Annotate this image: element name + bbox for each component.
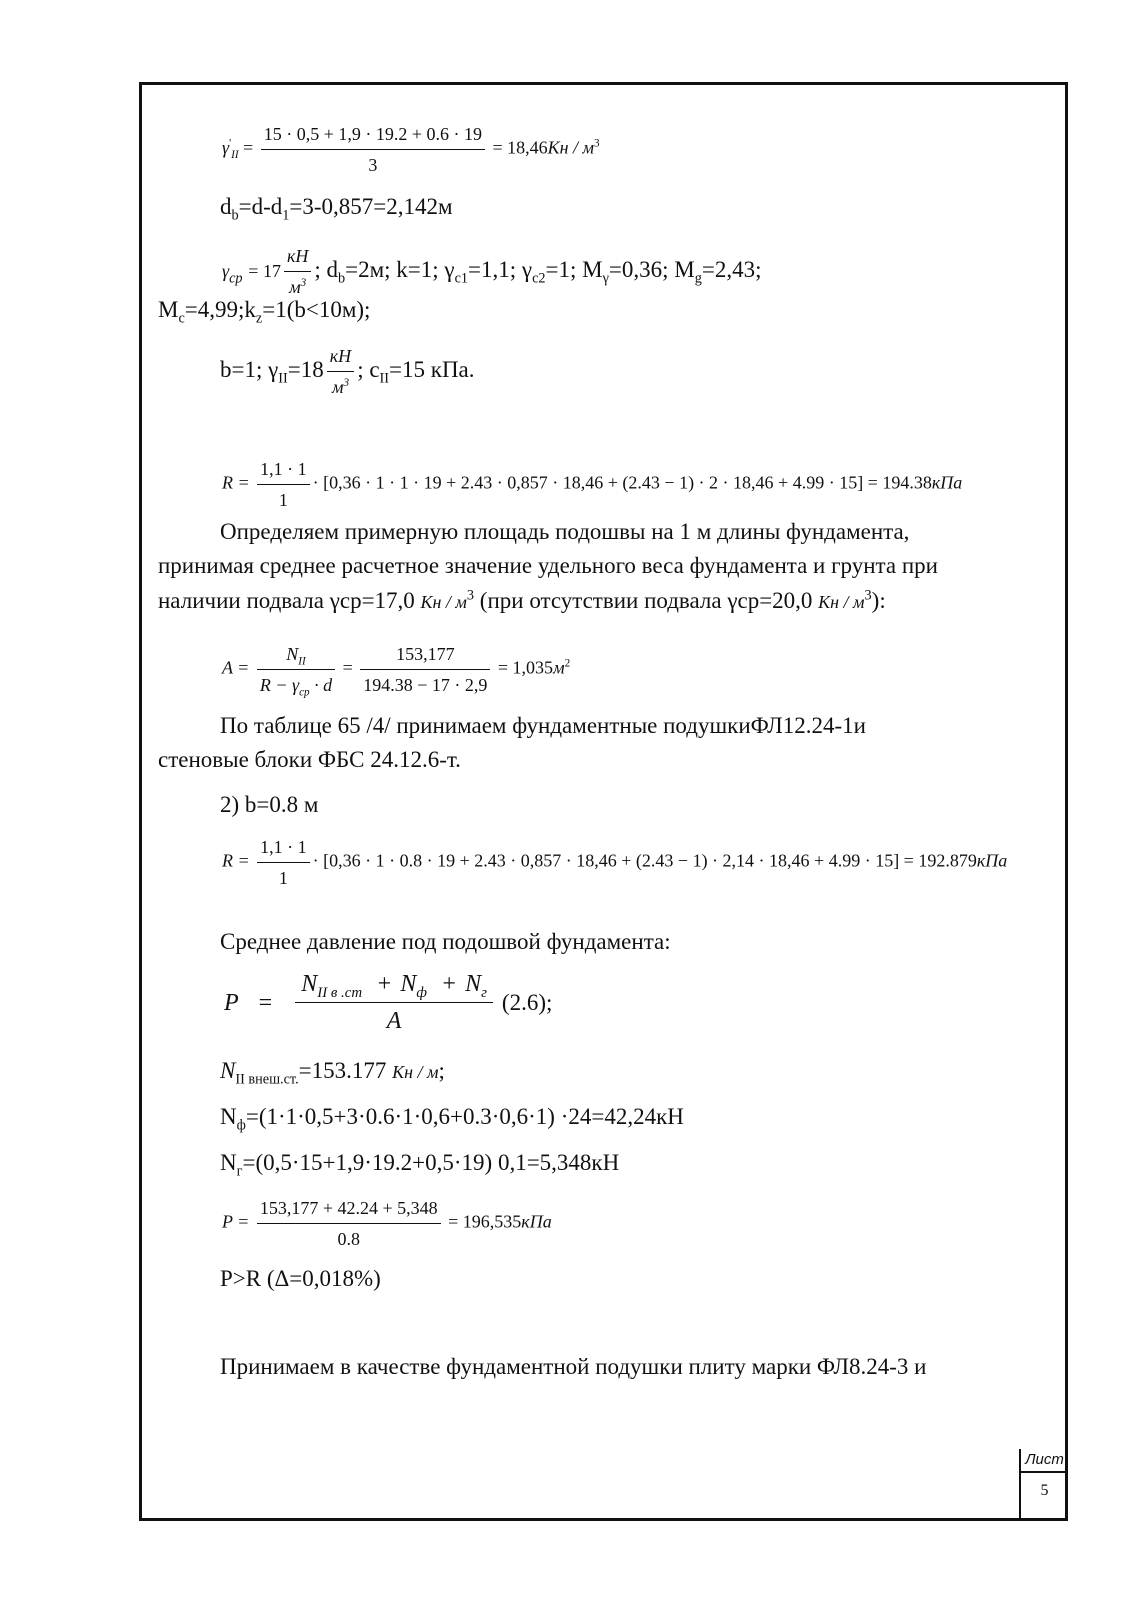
n-g-line [220, 1149, 620, 1180]
numerator: кН [327, 342, 354, 372]
text: =3-0,857=2,142м [289, 194, 453, 219]
text: =18 [287, 356, 324, 382]
n-f-line [220, 1103, 684, 1134]
denominator: 1 [278, 868, 288, 888]
symbol: N [220, 1104, 237, 1129]
lhs: P = [222, 1211, 250, 1232]
fraction [295, 970, 493, 1035]
subscript: c [178, 310, 185, 327]
paragraph-line: Определяем примерную площадь подошвы на 1 м длины фундамента, [220, 519, 910, 544]
paragraph-line: По таблице 65 /4/ принимаем фундаментные подушкиФЛ12.24-1и [220, 713, 866, 738]
symbol-gamma: γ [222, 260, 230, 281]
subscript: c2 [532, 270, 546, 287]
text: =2м; k=1; γ [345, 256, 455, 282]
numerator: 1,1 · 1 [257, 455, 310, 485]
power: 2 [564, 657, 571, 670]
db-line [220, 193, 453, 224]
numerator: N [286, 644, 299, 664]
paragraph-line: Среднее давление под подошвой фундамента: [220, 929, 671, 954]
paragraph-line: стеновые блоки ФБС 24.12.6-т. [158, 747, 461, 772]
text: b=1; γ [220, 356, 279, 382]
subscript: II [298, 655, 306, 668]
lhs: R = [222, 472, 250, 493]
result: = 1,035 [497, 657, 554, 678]
subscript: ф [236, 1117, 246, 1134]
text: =2,43; [701, 256, 762, 282]
symbol-gamma: γ [222, 137, 230, 158]
denominator: 194.38 − 17 · 2,9 [363, 675, 488, 695]
text: наличии подвала γср=17,0 [158, 588, 415, 613]
unit: Кн / м [547, 137, 595, 158]
equals: = [243, 137, 254, 158]
fraction [284, 242, 311, 301]
paragraph-line: принимая среднее расчетное значение удельного веса фундамента и грунта при [158, 553, 938, 578]
gamma-cp-line [222, 242, 761, 301]
unit: м [553, 657, 565, 678]
unit: кПа [931, 472, 963, 493]
subscript: II [231, 149, 239, 162]
denominator: 1 [278, 490, 288, 510]
subscript: b [338, 270, 346, 287]
fraction [257, 455, 310, 514]
unit: кПа [976, 850, 1008, 871]
denominator: м [289, 277, 301, 297]
prime: ' [229, 137, 232, 150]
text: =15 кПа. [389, 356, 475, 382]
denominator: A [386, 1008, 402, 1034]
subscript: г [481, 984, 487, 1001]
b-line [220, 342, 475, 401]
case-label: 2) b=0.8 м [220, 792, 319, 817]
text: ; [438, 1058, 445, 1083]
fraction [261, 120, 485, 179]
text: ): [871, 588, 886, 613]
p-r-comparison: P>R (Δ=0,018%) [220, 1266, 381, 1291]
unit: кПа [521, 1211, 552, 1232]
subscript: ф [416, 984, 427, 1001]
subscript: ср [299, 686, 310, 699]
power: 3 [300, 277, 307, 289]
formula-p [224, 970, 552, 1035]
denominator: R − γ [259, 675, 300, 695]
symbol: N [220, 1058, 236, 1083]
power: 3 [864, 587, 872, 604]
unit: Кн / м [420, 592, 467, 612]
text: =0,36; M [608, 256, 695, 282]
subscript: 1 [282, 207, 290, 224]
lhs: A = [222, 657, 250, 678]
value: =(1·1·0,5+3·0.6·1·0,6+0.3·0,6·1) ·24=42,24кН [245, 1104, 684, 1129]
lhs: R = [222, 850, 250, 871]
paragraph-line: Принимаем в качестве фундаментной подушки плиту марки ФЛ8.24-3 и [220, 1354, 927, 1379]
expression: · [0,36 · 1 · 1 · 19 + 2.43 · 0,857 · 18,46 + (2.43 − 1) · 2 · 18,46 + 4.99 · 15] = 194.38 [312, 472, 932, 493]
result: = 196,535 [448, 1211, 522, 1232]
sheet-label: Лист [1021, 1449, 1068, 1473]
text: M [158, 297, 179, 322]
numerator: кН [284, 242, 311, 272]
subscript: g [694, 270, 702, 287]
numerator: 15 · 0,5 + 1,9 · 19.2 + 0.6 · 19 [261, 120, 485, 150]
formula-a [222, 640, 570, 699]
numerator: 153,177 + 42.24 + 5,348 [257, 1194, 441, 1224]
subscript: ср [229, 270, 243, 287]
formula-r2 [222, 833, 1007, 892]
subscript: II внеш.ст. [235, 1071, 299, 1088]
n-ext-line [220, 1057, 445, 1086]
fraction [327, 342, 354, 401]
lhs: P [224, 989, 239, 1016]
denominator: 0.8 [337, 1229, 360, 1249]
text: =1; M [545, 256, 603, 282]
term: N [301, 971, 318, 997]
term: N [465, 971, 482, 997]
symbol: N [220, 1150, 237, 1175]
subscript: c1 [454, 270, 469, 287]
fraction [257, 640, 335, 699]
denominator: 3 [368, 155, 378, 175]
subscript: γ [602, 270, 609, 287]
formula-p-calc [222, 1194, 552, 1253]
power: 3 [466, 587, 475, 604]
subscript: II [278, 370, 288, 387]
equals: = [342, 657, 353, 678]
denominator-end: · d [314, 675, 333, 695]
power: 3 [343, 377, 350, 389]
formula-gamma-ii [222, 120, 600, 179]
plus: + [440, 971, 458, 997]
unit: Кн / м [392, 1062, 439, 1082]
mc-line [158, 296, 371, 327]
subscript: z [255, 310, 263, 327]
text: =d-d [238, 194, 283, 219]
equals: = [258, 989, 273, 1016]
equals: = 17 [248, 260, 281, 281]
text: ; c [357, 356, 380, 382]
result: = 18,46 [492, 137, 548, 158]
subscript: II [379, 370, 390, 387]
plus: + [376, 971, 393, 997]
fraction [257, 1194, 441, 1253]
sheet-number: 5 [1040, 1482, 1049, 1499]
unit: Кн / м [818, 592, 865, 612]
fraction [257, 833, 310, 892]
text: ; d [314, 256, 339, 282]
unit-power: 3 [594, 137, 600, 150]
text: (при отсутствии подвала γср=20,0 [479, 588, 813, 613]
subscript: г [236, 1163, 243, 1180]
paragraph-line [158, 587, 886, 616]
numerator: 1,1 · 1 [257, 833, 310, 863]
numerator: 153,177 [360, 640, 490, 670]
text: =1(b<10м); [262, 297, 371, 322]
expression: · [0,36 · 1 · 0.8 · 19 + 2.43 · 0,857 · 18,46 + (2.43 − 1) · 2,14 · 18,46 + 4.99 · 15] = 192.879 [312, 850, 977, 871]
fraction [360, 640, 490, 699]
formula-r1 [222, 455, 962, 514]
text: =4,99;k [184, 297, 256, 322]
subscript: b [231, 207, 239, 224]
equation-ref: (2.6); [501, 989, 553, 1015]
subscript: II в .ст [317, 984, 363, 1001]
value: =(0,5·15+1,9·19.2+0,5·19) 0,1=5,348кН [242, 1150, 620, 1175]
value: =153.177 [298, 1058, 387, 1083]
text: =1,1; γ [468, 256, 533, 282]
denominator: м [331, 377, 344, 397]
sheet-stamp [1019, 1449, 1068, 1521]
text: d [220, 194, 232, 219]
term: N [400, 971, 417, 997]
